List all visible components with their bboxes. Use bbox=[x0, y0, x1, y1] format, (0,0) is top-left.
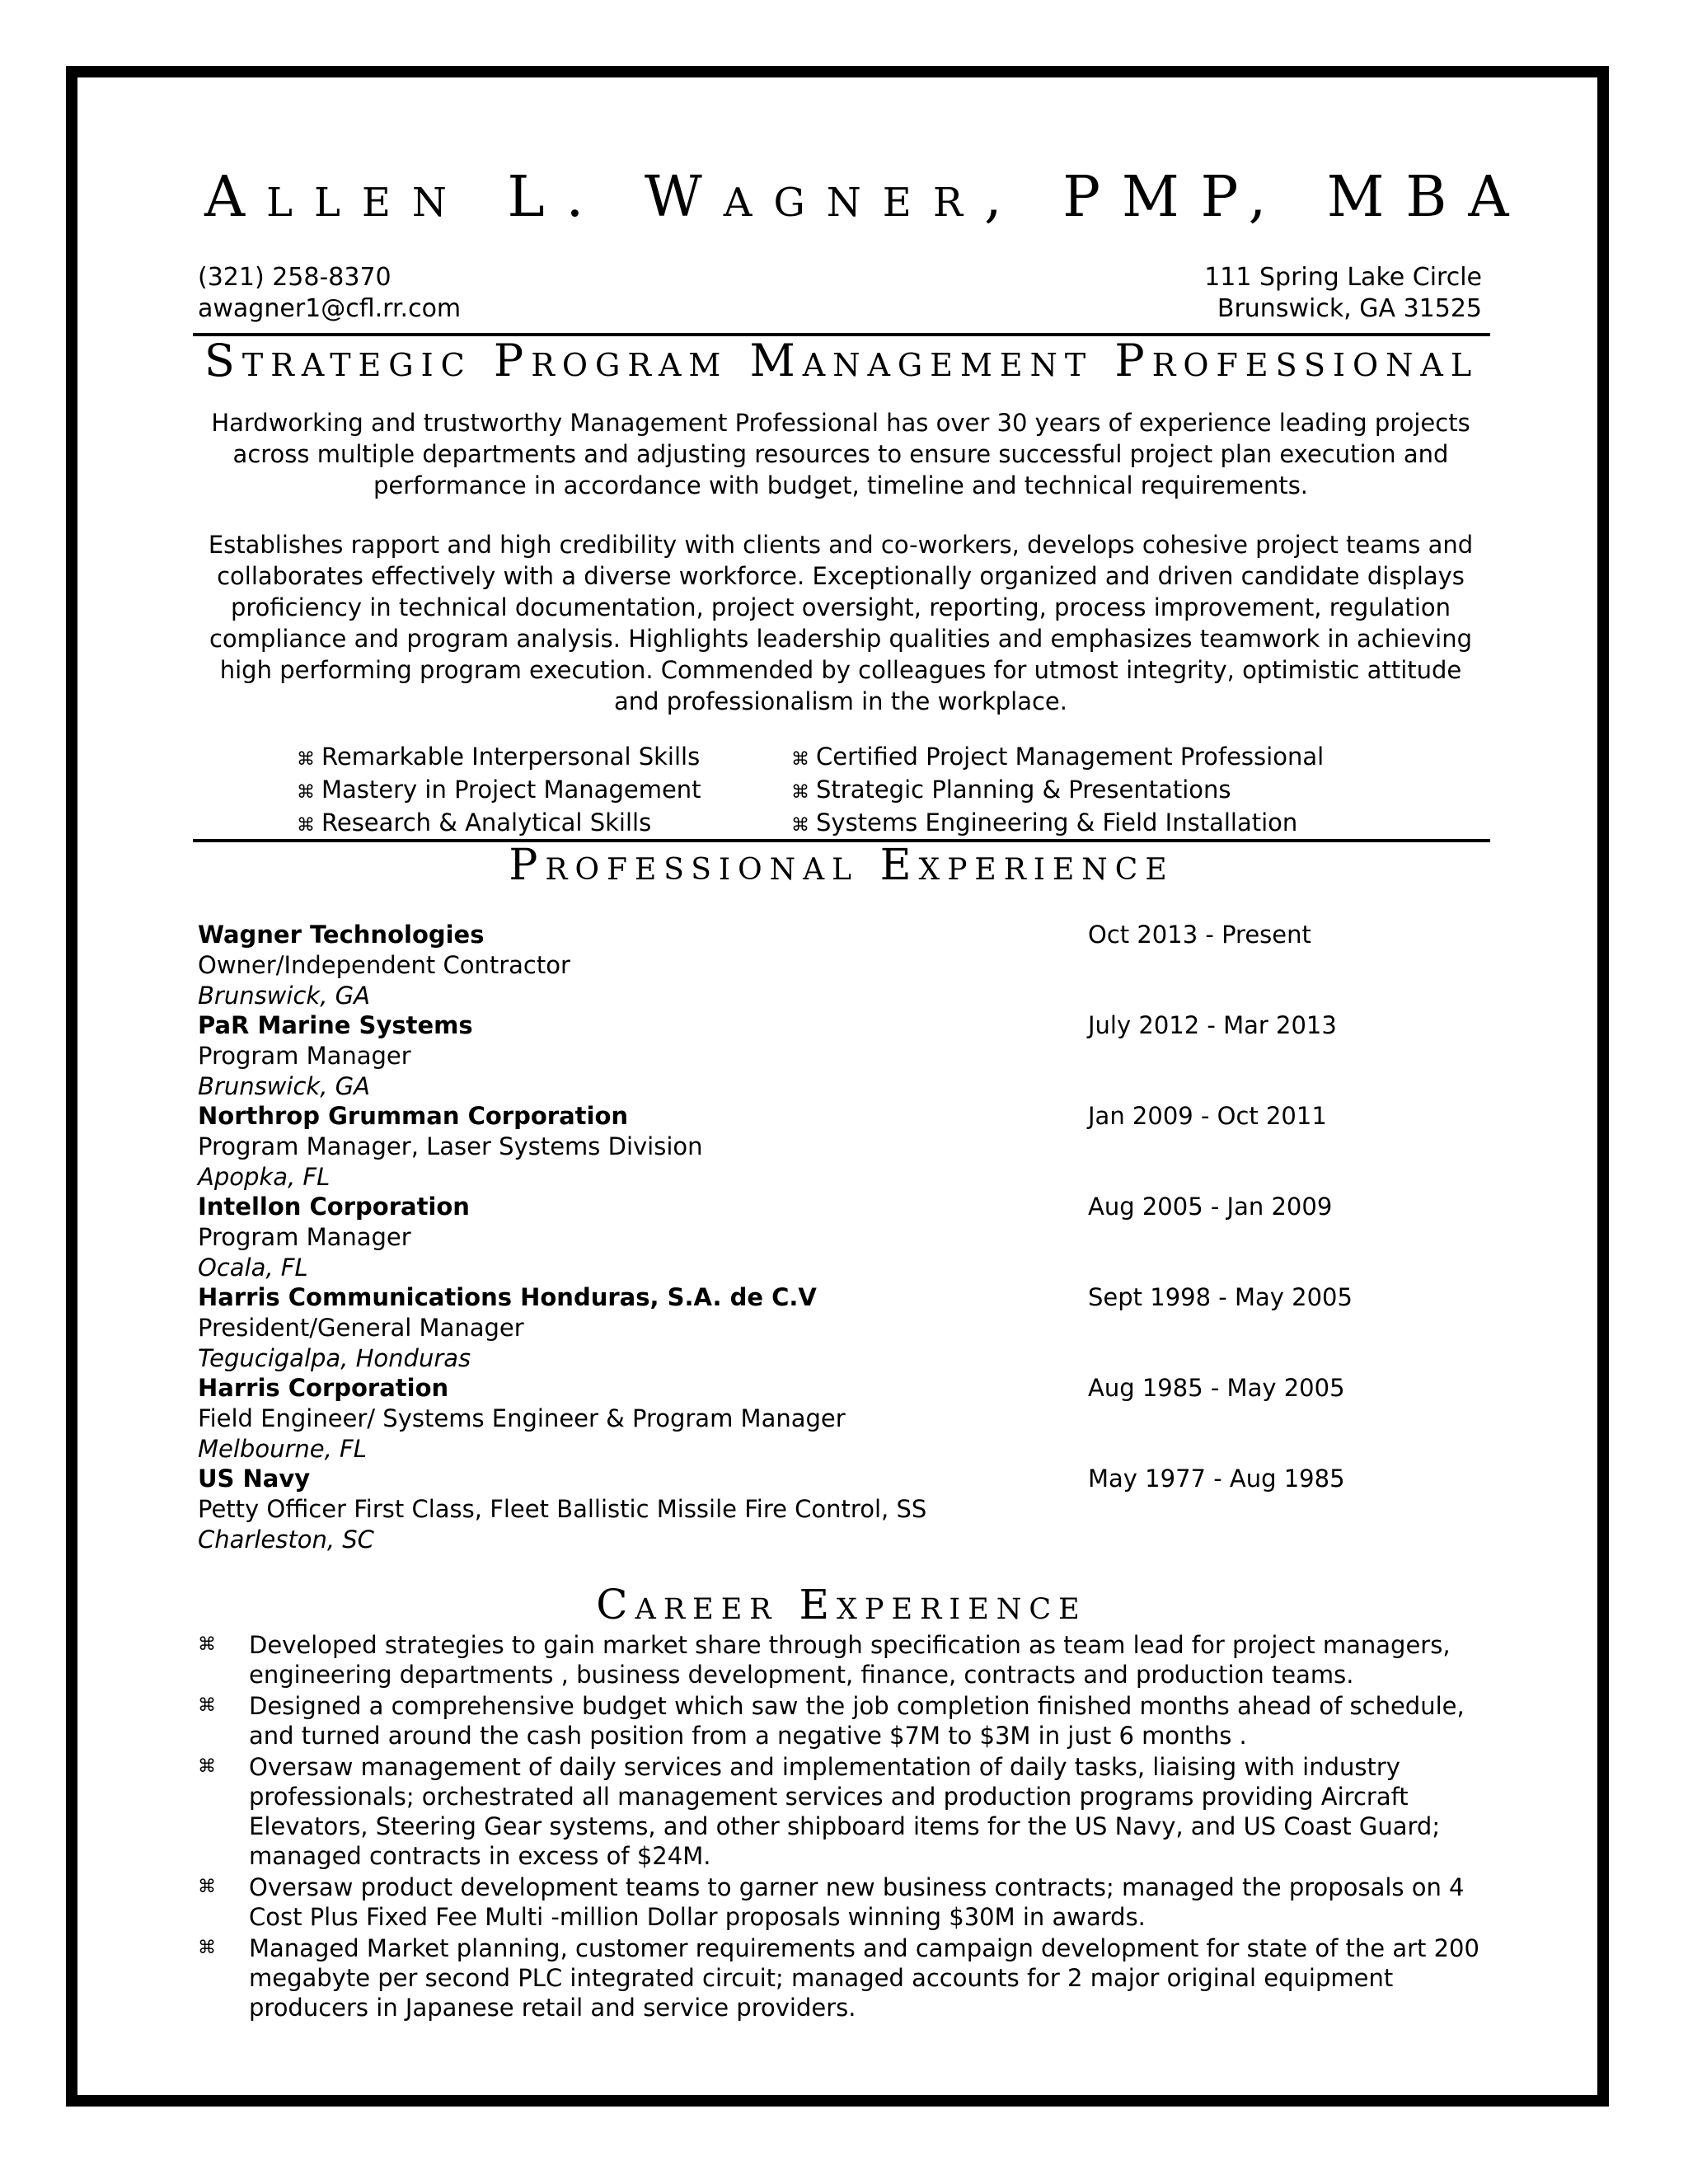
bullet-icon: ⌘ bbox=[297, 749, 315, 770]
job-dates: Aug 1985 - May 2005 bbox=[1088, 1374, 1345, 1402]
job-entry bbox=[198, 1101, 1484, 1192]
career-item: ⌘ Oversaw management of daily services and implementation of daily tasks, liaising with industry professionals; orchestrated all management services and production programs providing Aircraft Elevators, Steering Gear systems, and other shipboard items for the US Navy, and US Coast Guard; managed contracts in excess of $24M. bbox=[198, 1753, 1441, 1870]
job-entry bbox=[198, 1192, 1484, 1282]
job-title: President/General Manager bbox=[198, 1314, 524, 1342]
bullet-icon: ⌘ bbox=[791, 782, 809, 803]
email-address: awagner1@cfl.rr.com bbox=[198, 294, 462, 323]
career-item: ⌘ Oversaw product development teams to garner new business contracts; managed the proposals on 4 Cost Plus Fixed Fee Multi -million Dollar proposals winning $30M in awards. bbox=[198, 1873, 1465, 1931]
job-company: Northrop Grumman Corporation bbox=[198, 1102, 629, 1130]
street-address: 111 Spring Lake Circle bbox=[1204, 263, 1482, 292]
job-company: Wagner Technologies bbox=[198, 921, 485, 949]
job-title: Owner/Independent Contractor bbox=[198, 951, 570, 979]
candidate-name: Allen L. Wagner, PMP, MBA bbox=[204, 165, 1531, 230]
contact-right bbox=[1204, 262, 1482, 325]
profile-heading: Strategic Program Management Professional bbox=[204, 335, 1479, 387]
contact-left bbox=[198, 262, 461, 325]
job-dates: May 1977 - Aug 1985 bbox=[1088, 1465, 1345, 1493]
skill-item: ⌘ Certified Project Management Professional bbox=[791, 742, 1418, 775]
career-item: ⌘ Designed a comprehensive budget which saw the job completion finished months ahead of schedule, and turned around the cash position from a negative $7M to $3M in just 6 months . bbox=[198, 1692, 1465, 1750]
job-company: PaR Marine Systems bbox=[198, 1011, 473, 1039]
job-dates: Oct 2013 - Present bbox=[1088, 921, 1311, 949]
job-title: Program Manager bbox=[198, 1223, 411, 1251]
job-location: Ocala, FL bbox=[198, 1254, 308, 1282]
job-dates: July 2012 - Mar 2013 bbox=[1088, 1011, 1337, 1039]
summary-paragraph-2: Establishes rapport and high credibility with clients and co-workers, develops cohesive project teams and collaborates effectively with a diverse workforce. Exceptionally organized and driven candidate displays proficiency in technical documentation, project oversight, reporting, process improvement, regulation compliance and program analysis. Highlights leadership qualities and emphasizes teamwork in achieving high performing program execution. Commended by colleagues for utmost integrity, optimistic attitude and professionalism in the workplace. bbox=[208, 531, 1474, 715]
job-location: Charleston, SC bbox=[198, 1526, 374, 1554]
job-title: Program Manager, Laser Systems Division bbox=[198, 1132, 703, 1160]
bullet-icon: ⌘ bbox=[791, 815, 809, 836]
job-entry bbox=[198, 920, 1484, 1010]
job-company: Intellon Corporation bbox=[198, 1193, 470, 1221]
job-title: Program Manager bbox=[198, 1042, 411, 1070]
job-dates: Sept 1998 - May 2005 bbox=[1088, 1283, 1353, 1311]
bullet-icon: ⌘ bbox=[297, 815, 315, 836]
skill-item: ⌘ Strategic Planning & Presentations bbox=[791, 775, 1418, 808]
skill-item: ⌘ Mastery in Project Management bbox=[297, 775, 791, 808]
job-dates: Jan 2009 - Oct 2011 bbox=[1088, 1102, 1327, 1130]
bullet-icon: ⌘ bbox=[791, 749, 809, 770]
bullet-icon: ⌘ bbox=[297, 782, 315, 803]
experience-heading: Professional Experience bbox=[509, 841, 1175, 890]
job-entry bbox=[198, 1010, 1484, 1101]
job-company: Harris Communications Honduras, S.A. de C.V bbox=[198, 1283, 817, 1311]
job-company: Harris Corporation bbox=[198, 1374, 449, 1402]
career-item: ⌘ Developed strategies to gain market share through specification as team lead for project managers, engineering departments , business development, finance, contracts and production teams. bbox=[198, 1631, 1451, 1689]
job-entry bbox=[198, 1464, 1484, 1554]
career-heading: Career Experience bbox=[596, 1581, 1087, 1629]
job-entry bbox=[198, 1373, 1484, 1464]
bullet-icon: ⌘ bbox=[198, 1634, 216, 1655]
job-title: Field Engineer/ Systems Engineer & Program Manager bbox=[198, 1404, 846, 1432]
bullet-icon: ⌘ bbox=[198, 1756, 216, 1777]
job-company: US Navy bbox=[198, 1465, 311, 1493]
phone-number: (321) 258-8370 bbox=[198, 263, 392, 292]
skills-list bbox=[297, 742, 1418, 841]
job-location: Tegucigalpa, Honduras bbox=[198, 1344, 471, 1372]
job-list bbox=[198, 920, 1484, 1554]
job-location: Brunswick, GA bbox=[198, 1072, 370, 1100]
bullet-icon: ⌘ bbox=[198, 1877, 216, 1897]
job-location: Brunswick, GA bbox=[198, 982, 370, 1010]
skill-item: ⌘ Research & Analytical Skills bbox=[297, 808, 791, 841]
job-location: Melbourne, FL bbox=[198, 1435, 367, 1463]
summary-paragraph-1: Hardworking and trustworthy Management Professional has over 30 years of experience leading projects across multiple departments and adjusting resources to ensure successful project plan execution and performance in accordance with budget, timeline and technical requirements. bbox=[211, 409, 1470, 499]
career-list bbox=[198, 1630, 1492, 2024]
bullet-icon: ⌘ bbox=[198, 1695, 216, 1716]
job-entry bbox=[198, 1282, 1484, 1373]
city-address: Brunswick, GA 31525 bbox=[1217, 294, 1482, 323]
job-title: Petty Officer First Class, Fleet Ballistic Missile Fire Control, SS bbox=[198, 1495, 927, 1523]
skill-item: ⌘ Systems Engineering & Field Installation bbox=[791, 808, 1418, 841]
skill-item: ⌘ Remarkable Interpersonal Skills bbox=[297, 742, 791, 775]
job-dates: Aug 2005 - Jan 2009 bbox=[1088, 1193, 1333, 1221]
bullet-icon: ⌘ bbox=[198, 1938, 216, 1958]
career-item: ⌘ Managed Market planning, customer requirements and campaign development for state of the art 200 megabyte per second PLC integrated circuit; managed accounts for 2 major original equipment producers in Japanese retail and service providers. bbox=[198, 1934, 1479, 2022]
job-location: Apopka, FL bbox=[198, 1163, 331, 1191]
